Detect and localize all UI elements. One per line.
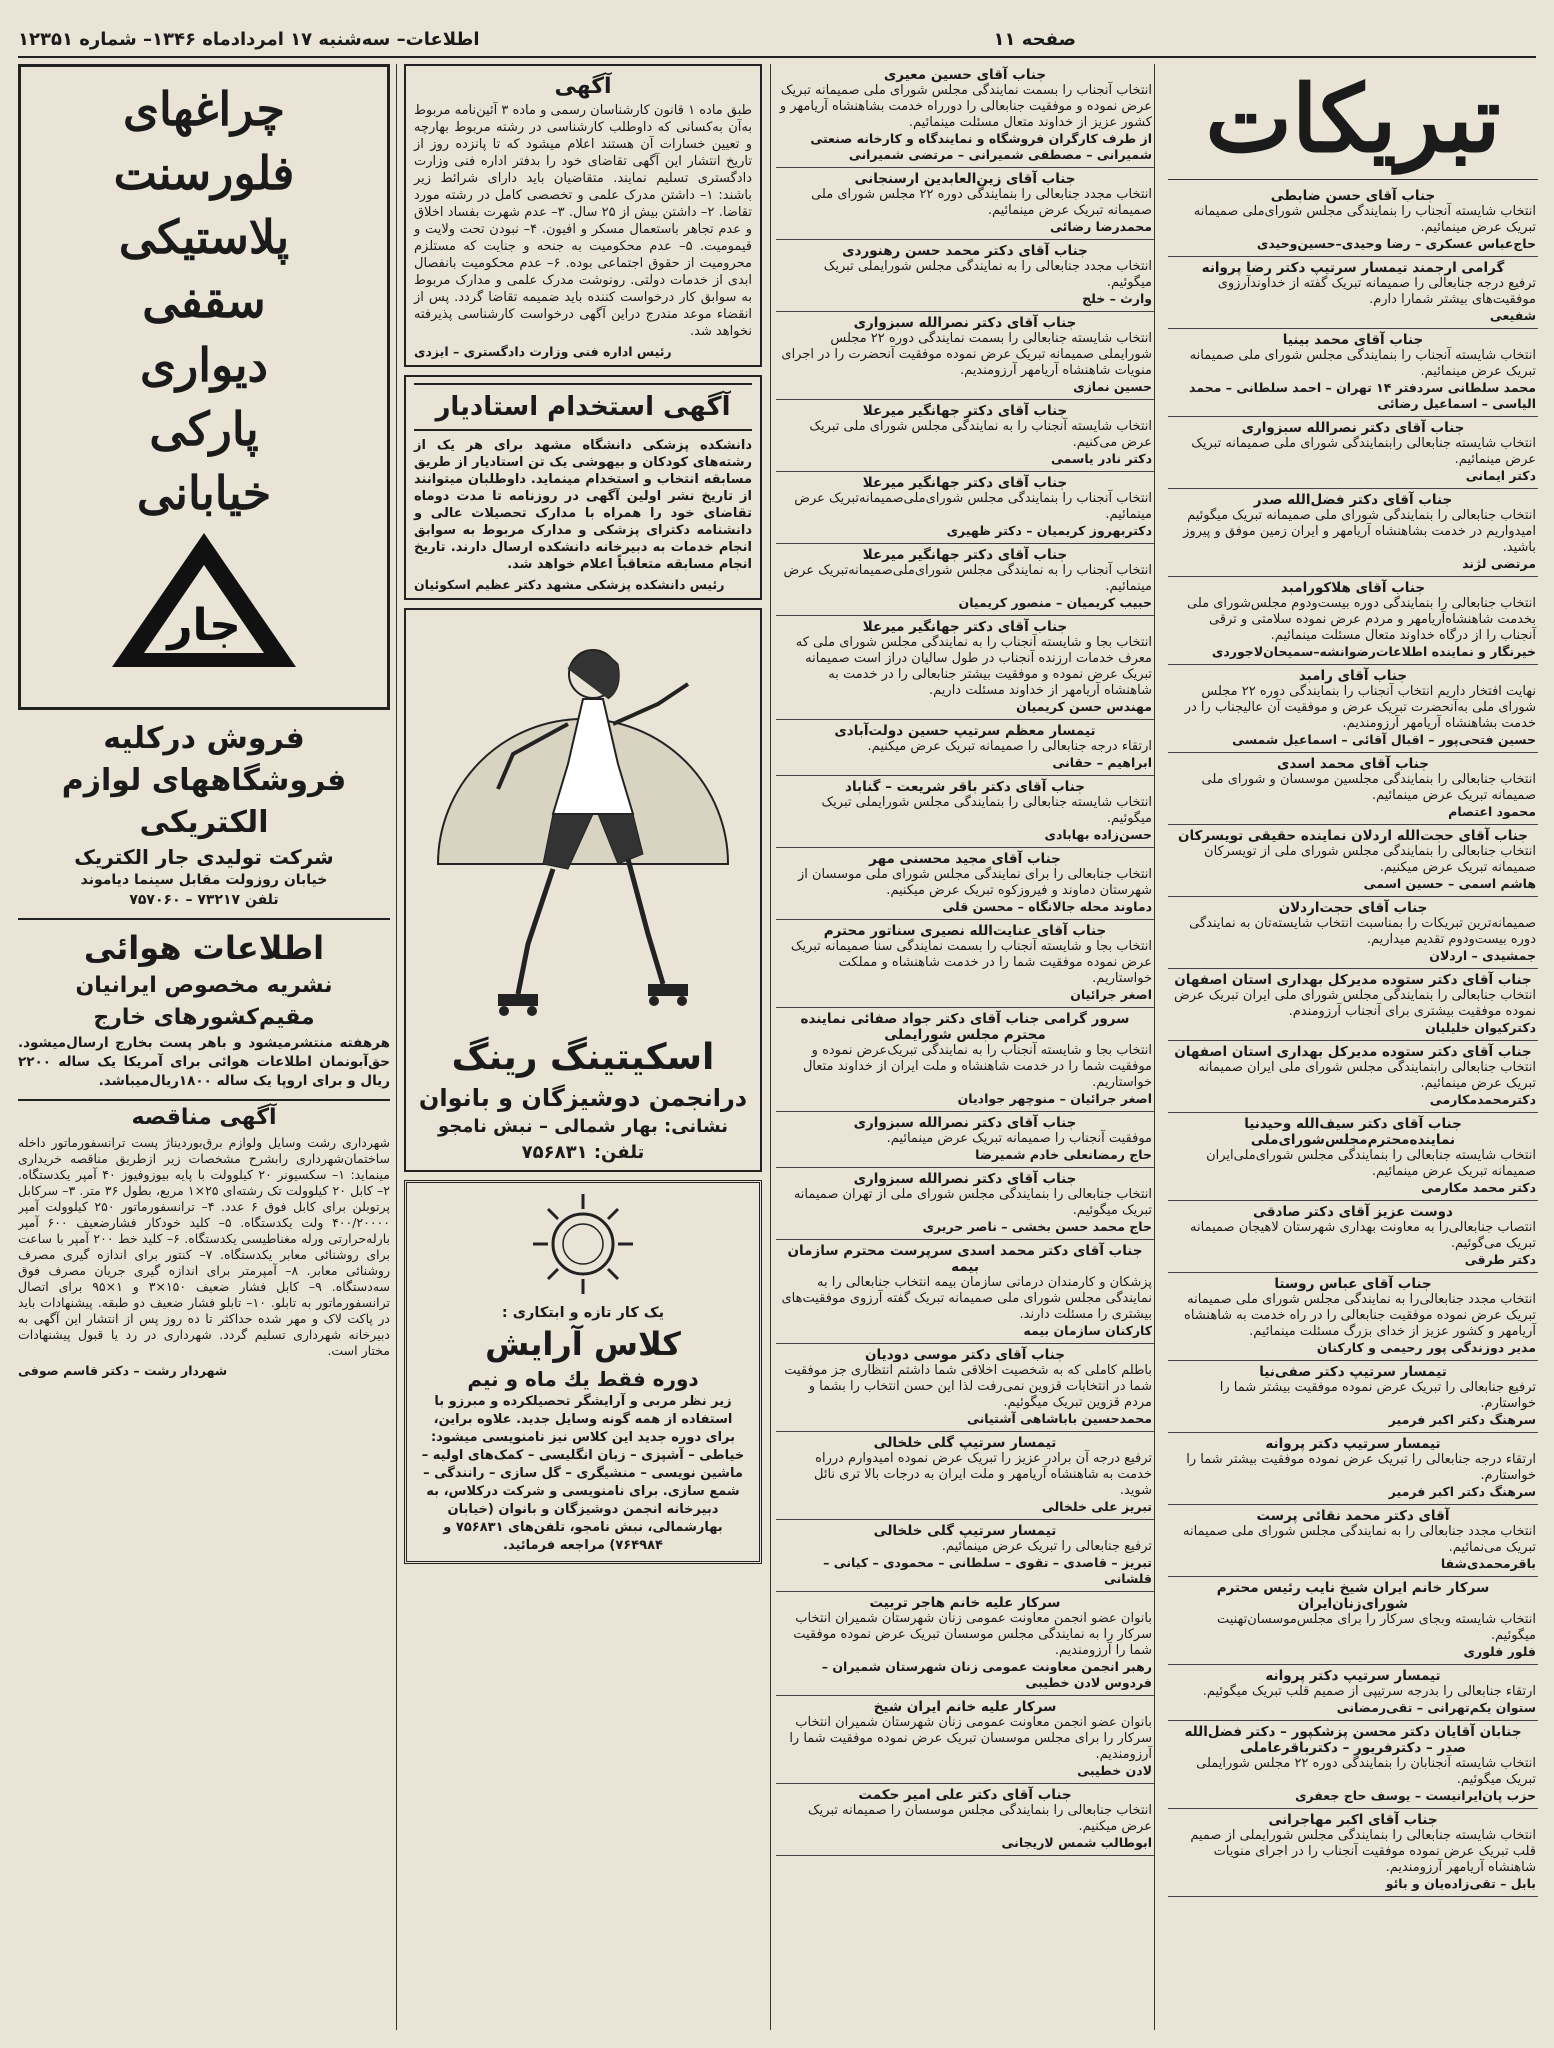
congrats-to: جناب آقای رامبد [1298, 668, 1408, 684]
congrats-item [1168, 257, 1538, 329]
makeup-class-ad [404, 1180, 762, 1564]
congrats-column-2 [776, 64, 1154, 2030]
congrats-body: انتخاب مجدد جنابعالی را به نمایندگی مجلس شورایملی تبریک میگوئیم. [823, 259, 1152, 290]
congrats-item [776, 1240, 1154, 1344]
congrats-from: سرهنگ دکتر اکبر فرمیر [1388, 1412, 1536, 1427]
congrats-from: حزب پان‌ایرانیست – یوسف حاج جعفری [1295, 1788, 1536, 1803]
skating-title: اسکیتینگ رینگ [451, 1037, 715, 1078]
lamp-product-line: دیواری [139, 338, 269, 392]
congrats-from: حاج رمضانعلی خادم شمیرضا [975, 1147, 1152, 1162]
lamp-product-list [31, 77, 377, 525]
congrats-body: بانوان عضو انجمن معاونت عمومی زنان شهرستان شمیران انتخاب سرکار را به نمایندگی مجلس موسسان تبریک عرض نموده موفقیت شما را آرزومندیم. [793, 1611, 1152, 1658]
congrats-to: جناب آقای دکتر نصرالله سبزواری [853, 1171, 1077, 1187]
class-duration: دوره فقط یك ماه و نیم [467, 1367, 699, 1391]
congrats-item [776, 168, 1154, 240]
congrats-body: ترفیع درجه آن برادر عزیز را تبریک عرض نموده امیدوارم درراه خدمت به شاهنشاه آریامهر و ملت ایران به درجات بالا تری نائل شوید. [814, 1451, 1152, 1498]
congrats-from: محمد سلطانی سردفتر ۱۴ تهران – احمد سلطانی – محمد الیاسی – اسماعیل رضائی [1189, 380, 1536, 411]
congrats-to: تیمسار سرتیپ دکتر صفی‌نیا [1259, 1364, 1447, 1380]
column-rule [1154, 64, 1155, 2030]
congrats-body: ارتقاء درجه جنابعالی را تبریک عرض نموده موفقیت بیشتر شما را خواستارم. [1186, 1452, 1536, 1483]
congrats-body: انتخاب بجا و شایسته آنجناب را به نمایندگی تبریک‌عرض نموده و موفقیت شما را در خدمت شاهنشاه و ملت ایران از خداوند متعال خواستاریم. [802, 1043, 1152, 1090]
congrats-to: تیمسار سرتیپ گلی خلخالی [873, 1523, 1057, 1539]
congrats-body: انتخاب شایسته جنابعالی رابنمایندگی شورای ملی صمیمانه تبریک عرض مینمائیم. [1191, 436, 1536, 467]
congrats-item [776, 848, 1154, 920]
congrats-from: حاج محمد حسن بخشی – ناصر حریری [922, 1219, 1152, 1234]
congrats-item [1168, 1809, 1538, 1897]
congrats-from: تبریز علی خلخالی [1041, 1499, 1152, 1514]
congrats-item [1168, 577, 1538, 665]
air-title: اطلاعات هوائی [18, 918, 390, 970]
congrats-item [1168, 825, 1538, 897]
congrats-to: جناب آقای حسن ضابطی [1270, 188, 1436, 204]
class-title: کلاس آرایش [485, 1325, 681, 1363]
congrats-to: جناب آقای دکتر نصرالله سبزواری [853, 1115, 1077, 1131]
tender-sign: شهردار رشت – دکتر قاسم صوفی [18, 1363, 228, 1378]
congrats-to: تیمسار سرتیپ دکتر پروانه [1265, 1436, 1441, 1452]
congrats-item [776, 544, 1154, 616]
congrats-from: خیرنگار و نماینده اطلاعات‌رضوانشه–سمیحان‌لاجوردی [1211, 644, 1536, 659]
congrats-to: جناب آقای دکتر نصرالله سبزواری [853, 315, 1077, 331]
congrats-item [1168, 1201, 1538, 1273]
congrats-to: جناب آقای محمد بینیا [1282, 332, 1424, 348]
recruit-title: آگهی استخدام استادیار [414, 383, 752, 431]
congrats-from: دکتر ایمانی [1465, 468, 1536, 483]
column-rule [770, 64, 771, 2030]
congrats-from: دکتر طرقی [1464, 1252, 1536, 1267]
lamp-product-line: فلورسنت [113, 146, 295, 200]
lamp-product-line: چراغهای [123, 82, 285, 136]
congrats-to: جنابان آقایان دکتر محسن پزشکپور – دکتر فضل‌الله صدر – دکترفریور – دکترباقرعاملی [1184, 1724, 1522, 1756]
congrats-item [1168, 1113, 1538, 1201]
congrats-from: ستوان یکم‌تهرانی – تقی‌رمضانی [1336, 1700, 1536, 1715]
air-sub2: مقیم‌کشورهای خارج [93, 1005, 315, 1030]
congrats-body: انتخاب آنجناب را بسمت نمایندگی مجلس شورای ملی صمیمانه تبریک عرض نموده و موفقیت جنابعالی را دورراه خدمت بشاهنشاه آریامهر و کشور عزیز از خداوند متعال مسئلت مینمائیم. [779, 83, 1152, 130]
congrats-from: باقرمحمدی‌‌شفا [1440, 1556, 1536, 1571]
congrats-item [776, 1784, 1154, 1856]
skating-phone: تلفن: ۷۵۶۸۳۱ [521, 1142, 645, 1163]
congrats-to: جناب آقای دکتر ستوده مدیرکل بهداری استان اصفهان [1174, 1044, 1532, 1060]
congrats-to: جناب آقای هلاکورامبد [1280, 580, 1426, 596]
congrats-from: حسن‌زاده بهابادی [1044, 827, 1152, 842]
congrats-item [1168, 1721, 1538, 1809]
congrats-body: انتخاب جنابعالی را بنمایندگی مجلس موسسان را صمیمانه تبریک عرض میکنیم. [808, 1803, 1152, 1834]
congrats-from: اصغر جرائیان – منوچهر جوادیان [957, 1091, 1152, 1106]
congrats-item [1168, 1577, 1538, 1665]
lamps-phone: تلفن ۷۳۲۱۷ – ۷۵۷۰۶۰ [129, 892, 279, 908]
congrats-item [776, 1592, 1154, 1696]
column-rule [396, 64, 397, 2030]
congrats-body: انتخاب شایسته آنجناب را بنمایندگی مجلس شورای ملی صمیمانه تبریک عرض مینمائیم. [1189, 348, 1536, 379]
jar-logo-text: جار [167, 600, 241, 651]
congrats-item [1168, 753, 1538, 825]
congrats-body: انتخاب جنابعالی را بنمایندگی مجلس شورای ملی ایران تبریک عرض نموده موفقیت بیشتری برای آنجناب آرزومندم. [1174, 988, 1536, 1019]
congrats-body: انتخاب جنابعالی را بنمایندگی مجلس شورای ملی از تویسرکان صمیمانه تبریک عرض میکنیم. [1204, 844, 1536, 875]
lamp-product-line: سقفی [142, 274, 266, 328]
congrats-item [1168, 1665, 1538, 1721]
congrats-body: انتخاب شایسته آنجنابان را بنمایندگی دوره ۲۲ مجلس شورایملی تبریک میگوئیم. [1196, 1756, 1536, 1787]
congrats-item [1168, 185, 1538, 257]
lamp-product-line: خیابانی [136, 466, 272, 520]
congrats-body: موفقیت آنجناب را صمیمانه تبریک عرض مینمائیم. [886, 1131, 1152, 1146]
congrats-to: جناب آقای دکتر نصرالله سبزواری [1241, 420, 1465, 436]
congrats-from: شفیعی [1489, 308, 1536, 323]
congrats-from: دکترکیوان خلیلیان [1425, 1020, 1536, 1035]
congrats-item [1168, 1273, 1538, 1361]
congrats-item [776, 1112, 1154, 1168]
congrats-from: تبریز – قاصدی – تقوی – سلطانی – محمودی – کیانی – قلشانی [823, 1555, 1152, 1586]
congrats-to: سرکار علیه خانم ایران شیخ [873, 1699, 1057, 1715]
congrats-list-2 [776, 64, 1154, 1856]
congrats-item [776, 776, 1154, 848]
congrats-from: لادن خطیبی [1077, 1763, 1152, 1778]
tender-text: شهرداری رشت وسایل ولوازم برق‌بوردیناژ پست ترانسفورماتور داخله ساختمان‌شهرداری رابشرح مشخصات زیر ازطریق مناقصه خریداری مینماید: ۱– سکسیونر ۲۰ کیلوولت با پایه بیوزوفیوز ۴۰ آمپر یکدستگاه. ۲– کابل ۲۰ کیلوولت تک رشته‌ای ۲۵×۱ مربع، بطول ۳۶ متر. ۳– سرکابل پرتوبلن برای کابل فوق ۶ عدد. ۴– ترانسفورماتور ۲۵۰ کیلوولت آمپر ۴۰۰/۲۰۰۰۰ ولت یکدستگاه. ۵– کلید خودکار فشارضعیف ۶۰۰ آمپر بارله‌حرارتی ورله مغناطیسی یکدستگاه. ۶– کلید خط ۲۰۰ آمپر با ساعت برای روشنائی معابر یکدستگاه. ۷– کنتور برای اندازه گیری مصرف روشنائی معابر. ۸– آمپرمتر برای اندازه گیری جریان مصرف فوق سه‌دستگاه. ۹– کابل فشار ضعیف ۱۵۰×۳ و ۱×۹۵ برای اتصال ترانسفورماتور به تابلو. ۱۰– تابلو فشار ضعیف دو طبقه. پیشنهادات باید در پاکت لاک و مهر شده حداکثر تا ده روز پس از انتشار این آگهی به دبیرخانه شهرداری تسلیم گردد. شهرداری در رد یا قبول پیشنهادات مختار است. [18, 1135, 390, 1358]
congrats-body: صمیمانه‌ترین تبریکات را بمناسبت انتخاب شایسته‌تان به نمایندگی دوره بیست‌ودوم تقدیم میداریم. [1189, 916, 1536, 947]
congrats-from: اصغر جرائیان [1070, 987, 1152, 1002]
congrats-body: انتخاب آنجناب را بنمایندگی مجلس شورای‌ملی‌صمیمانه‌تبریک عرض مینمائیم. [794, 491, 1152, 522]
congrats-item [776, 616, 1154, 720]
lamp-product-line: پارکی [149, 402, 259, 456]
congrats-to: دوست عزیز آقای دکتر صادقی [1253, 1204, 1453, 1220]
congrats-item [1168, 969, 1538, 1041]
ads-column [404, 64, 762, 2030]
congrats-to: جناب آقای حسین معیری [883, 67, 1047, 83]
congrats-item [776, 1696, 1154, 1784]
lamps-ad [18, 64, 390, 710]
congrats-from: مدیر دوزندگی پور رحیمی و کارکنان [1316, 1340, 1536, 1355]
congrats-from: دماوند محله جالانگاه – محسن قلی [942, 899, 1152, 914]
congrats-item [776, 312, 1154, 400]
congrats-item [1168, 1433, 1538, 1505]
congrats-to: جناب آقای دکتر سیف‌الله وحیدنیا نماینده‌محترم‌مجلس‌شورای‌ملی [1244, 1116, 1462, 1148]
congrats-body: انتخاب مجدد جنابعالی را بنمایندگی دوره ۲۲ مجلس شورای ملی صمیمانه تبریک عرض مینمائیم. [811, 187, 1152, 218]
congrats-list [1168, 185, 1538, 1897]
congrats-to: جناب آقای دکتر محمد اسدی سرپرست محترم سازمان بیمه [787, 1243, 1143, 1275]
congrats-body: انتخاب شایسته جنابعالی را بنمایندگی مجلس شورای‌ملی‌ایران صمیمانه تبریک عرض مینمائیم. [1206, 1148, 1536, 1179]
congrats-body: انتخاب جنابعالی را بنمایندگی مجلس شورای ملی از تهران صمیمانه تبریک میگوئیم. [793, 1187, 1152, 1218]
congrats-from: ابراهیم – حقانی [1052, 755, 1152, 770]
congrats-body: انتصاب جنابعالی‌را به معاونت بهداری شهرستان لاهیجان صمیمانه تبریک می‌گوئیم. [1190, 1220, 1536, 1251]
congrats-to: سرکار علیه خانم هاجر تربیت [869, 1595, 1061, 1611]
congrats-body: انتخاب جنابعالی را بنمایندگی مجلسین موسسان و شورای ملی صمیمانه تبریک عرض مینمائیم. [1201, 772, 1536, 803]
congrats-to: جناب آقای دکتر جهانگیر میرعلا [862, 403, 1068, 419]
congrats-from: ابوطالب شمس لاریجانی [1001, 1835, 1152, 1850]
congrats-to: جناب آقای دکتر محمد حسن رهنوردی [842, 243, 1088, 259]
emblem-icon [528, 1189, 638, 1299]
congrats-from: محمدحسین باباشاهی آشتیانی [966, 1411, 1152, 1426]
notice-title: آگهی [554, 74, 612, 99]
congrats-body: انتخاب مجدد جنابعالی‌را به نمایندگی مجلس شورای ملی صمیمانه تبریک عرض نموده موفقیت جنابعالی را در راه خدمت به شاهنشاه آریامهر و کشور عزیز از خدای بزرگ مسئلت مینمائیم. [1184, 1292, 1536, 1339]
lamps-sale: فروش درکلیه فروشگاههای لوازم الکتریکی [61, 721, 347, 840]
congrats-to: جناب آقای دکتر موسی دودیان [865, 1347, 1065, 1363]
congrats-item [1168, 329, 1538, 417]
congrats-item [776, 400, 1154, 472]
congrats-item [776, 720, 1154, 776]
congrats-from: دکتربهروز کریمیان – دکتر ظهیری [946, 523, 1152, 538]
skating-subtitle: درانجمن دوشیزگان و بانوان [418, 1084, 748, 1112]
congrats-body: انتخاب شایسته آنجناب را به نمایندگی مجلس شورای ملی تبریک عرض می‌کنیم. [809, 419, 1152, 450]
skating-address: نشانی: بهار شمالی – نبش نامجو [437, 1116, 729, 1137]
congrats-to: جناب آقای دکتر باقر شریعت – گناباد [845, 779, 1085, 795]
congrats-to: جناب آقای دکتر جهانگیر میرعلا [862, 619, 1068, 635]
congrats-from: مرتضی لژند [1462, 556, 1536, 571]
congrats-body: انتخاب شایسته جنابعالی را بسمت نمایندگی دوره ۲۲ مجلس شورایملی صمیمانه تبریک عرض نموده موفقیت آنحضرت را در اجرای منویات شاهنشاه آریامهر آرزومندیم. [781, 331, 1152, 378]
congrats-item [776, 240, 1154, 312]
congrats-from: دکتر محمد مکارمی [1421, 1180, 1536, 1195]
congrats-to: جناب آقای دکتر جهانگیر میرعلا [862, 547, 1068, 563]
lamps-address: خیابان روزولت مقابل سینما دیاموند [80, 872, 328, 888]
congrats-item [1168, 1505, 1538, 1577]
congrats-to: جناب آقای حجت‌اردلان [1278, 900, 1428, 916]
congrats-body: انتخاب شایسته آنجناب را بنمایندگی مجلس شورای‌ملی صمیمانه تبریک عرض مینمائیم. [1193, 204, 1536, 235]
congrats-body: انتخاب جنابعالی را برای نمایندگی مجلس شورای ملی موسسان از شهرستان دماوند و فیروزکوه تبریک عرض میکنیم. [797, 867, 1152, 898]
congrats-item [1168, 417, 1538, 489]
congrats-from: حبیب کریمیان – منصور کریمیان [958, 595, 1152, 610]
congrats-body: انتخاب جنابعالی را بنمایندگی دوره بیست‌ودوم مجلس‌شورای ملی بخدمت شاهنشاه‌آریامهر و مردم عرض نموده سلامتی و ترقی آنجناب را از درگاه خداوند متعال مسئلت مینمائیم. [1187, 596, 1536, 643]
congrats-item [1168, 665, 1538, 753]
congrats-to: جناب آقای دکتر جهانگیر میرعلا [862, 475, 1068, 491]
recruit-sign: رئیس دانشکده پزشکی مشهد دکتر عظیم اسکوئیان [414, 577, 725, 592]
congrats-body: ارتقاء جنابعالی را بدرجه سرتیپی از صمیم قلب تبریک میگوئیم. [1202, 1684, 1536, 1699]
congrats-column [1168, 64, 1538, 2030]
page-number: صفحه ۱۱ [993, 28, 1076, 50]
congrats-item [776, 1168, 1154, 1240]
congrats-from: دکتر نادر یاسمی [1051, 451, 1152, 466]
congrats-to: جناب آقای دکتر فضل‌الله صدر [1253, 492, 1453, 508]
issue-line: اطلاعات– سه‌شنبه ۱۷ امرداد‌ماه ۱۳۴۶– شماره ۱۲۳۵۱ [18, 28, 480, 50]
congrats-item [1168, 1041, 1538, 1113]
congrats-item [776, 472, 1154, 544]
congrats-to: سرکار خانم ایران شیخ نایب رئیس محترم شورای‌زنان‌ایران [1216, 1580, 1490, 1612]
air-text: هرهفته منتشرمیشود و باهر پست بخارج ارسال‌میشود. حق‌آبونمان اطلاعات هوائی برای آمریکا یک ساله ۲۲۰۰ ریال و برای اروپا یک ساله ۱۸۰۰ریال‌میباشد. [18, 1035, 390, 1089]
congrats-body: انتخاب شایسته وبجای سرکار را برای مجلس‌موسسان‌تهنیت میگوئیم. [1216, 1612, 1536, 1643]
congrats-to: تیمسار سرتیپ گلی خلخالی [873, 1435, 1057, 1451]
congrats-body: ترفیع جنابعالی را تبریک عرض نموده موفقیت بیشتر شما را خواستارم. [1219, 1380, 1536, 1411]
congrats-body: انتخاب بجا و شایسته آنجناب را به نمایندگی مجلس شورای ملی که معرف خدمات ارزنده آنجناب در طول سالیان دراز است صمیمانه تبریک عرض نموده و موفقیت بیشتر جنابعالی را در خدمت به شاهنشاه آریامهر از خداوند مسئلت داریم. [795, 635, 1152, 698]
congrats-from: حسین نمازی [1073, 379, 1152, 394]
congrats-to: تیمسار سرتیپ دکتر پروانه [1265, 1668, 1441, 1684]
congrats-item [776, 1432, 1154, 1520]
congrats-body: پزشکان و کارمندان درمانی سازمان بیمه انتخاب جنابعالی را به نمایندگی مجلس شورای ملی صمیمانه تبریک گفته آرزوی موفقیت‌های بیشتری را مسئلت دارند. [781, 1275, 1152, 1322]
skating-ad [404, 608, 762, 1172]
congrats-to: جناب آقای دکتر ستوده مدیرکل بهداری استان اصفهان [1174, 972, 1532, 988]
congrats-item [776, 1520, 1154, 1592]
congrats-from: از طرف کارگران فروشگاه و نمایندگاه و کارخانه صنعتی شمیرانی – مصطفی شمیرانی – مرتضی شمیرانی [810, 131, 1152, 162]
recruit-body: دانشکده پزشکی دانشگاه مشهد برای هر یک از رشته‌های کودکان و بیهوشی یک تن استادیار از طریق مسابقه انتخاب و استخدام مینماید. داوطلبان میتوانند از تاریخ نشر اولین آگهی در روزنامه تا مدت دوماه تقاضای خود را همراه با مدارک تحصیلات عالی و دانشنامه دکترای پزشکی و مدارک مربوط به سوابق انجام خدمات به دبیرخانه دانشکده ارسال دارند. تاریخ انجام مسابقه متعاقباً اعلام خواهد شد. [414, 438, 752, 572]
congrats-from: کارکنان سازمان بیمه [1023, 1323, 1152, 1338]
congrats-body: انتخاب آنجناب را به نمایندگی مجلس شورای‌ملی‌صمیمانه‌تبریک عرض مینمائیم. [783, 563, 1152, 594]
congrats-item [776, 1344, 1154, 1432]
congrats-to: آقای دکتر محمد نقائی پرست [1256, 1508, 1450, 1524]
congrats-from: دکترمحمدمکارمی [1429, 1092, 1536, 1107]
page-header [18, 22, 1536, 58]
congrats-masthead: تبریکات [1205, 65, 1501, 173]
congrats-body: انتخاب شایسته جنابعالی را بنمایندگی مجلس شورایملی تبریک میگوئیم. [821, 795, 1152, 826]
notice-sign: رئیس اداره فنی وزارت دادگستری – ایزدی [414, 344, 672, 359]
congrats-from: بابل – تقی‌زاده‌یان و بائو [1385, 1876, 1536, 1891]
congrats-to: جناب آقای اکبر مهاجرانی [1268, 1812, 1438, 1828]
congrats-item [1168, 1361, 1538, 1433]
air-sub1: نشریه مخصوص ایرانیان [75, 973, 333, 998]
congrats-to: جناب آقای حجت‌الله اردلان نماینده حقیقی تویسرکان [1177, 828, 1529, 844]
congrats-from: رهبر انجمن معاونت عمومی زنان شهرستان شمیران – فردوس لادن خطیبی [821, 1659, 1152, 1690]
congrats-body: ارتقاء درجه جنابعالی را صمیمانه تبریک عرض میکنیم. [867, 739, 1152, 754]
congrats-from: حاج‌عباس عسکری – رضا وحیدی‌–حسین‌وحیدی [1256, 236, 1536, 251]
congrats-to: جناب آقای مجید محسنی مهر [869, 851, 1061, 867]
congrats-item [776, 64, 1154, 168]
congrats-from: جمشیدی – اردلان [1429, 948, 1536, 963]
congrats-to: جناب آقای زین‌العابدین ارسنجانی [854, 171, 1076, 187]
congrats-body: انتخاب شایسته جنابعالی را بنمایندگی مجلس شورایملی از صمیم قلب تبریک عرض نموده موفقیت آنجناب را در اجرای منویات شاهنشاه آریامهر آرزومندیم. [1190, 1828, 1536, 1875]
congrats-body: باطلم کاملی که به شخصیت اخلاقی شما داشتم انتظاری جز موفقیت شما در انتخابات قزوین نمی‌رفت لذا این حسن انتخاب را بشما و مردم قزوین تبریک میگوئیم. [784, 1363, 1152, 1410]
congrats-item [1168, 489, 1538, 577]
skater-illustration [418, 614, 748, 1034]
left-column [18, 64, 390, 2030]
congrats-from: حسین فتحی‌پور – اقبال آقائی – اسماعیل شمسی [1232, 732, 1536, 747]
congrats-body: انتخاب بجا و شایسته آنجناب را بسمت نمایندگی سنا صمیمانه تبریک عرض نموده موفقیت شما را در خدمت شاهنشاه و مملکت خواستاریم. [790, 939, 1152, 986]
congrats-body: ترفیع درجه جنابعالی را صمیمانه تبریک گفته از خداوند‌آرزوی موفقیت‌های بیشتر شمارا دارم. [1217, 276, 1536, 307]
congrats-from: مهندس حسن کریمیان [1016, 699, 1152, 714]
congrats-from: فلور فلوری [1463, 1644, 1536, 1659]
congrats-body: نهایت افتخار داریم انتخاب آنجناب را بنمایندگی دوره ۲۲ مجلس شورای ملی به‌آنحضرت تبریک عرض و موفقیت آن عالیجناب را در خدمت بشاهنشاه آریامهر آرزومندیم. [1184, 684, 1536, 731]
congrats-to: گرامی ارجمند تیمسار سرتیپ دکتر رضا پروانه [1201, 260, 1505, 276]
congrats-body: انتخاب جنابعالی را بنمایندگی شورای ملی صمیمانه تبریک میگوئیم امیدواریم در خدمت بشاهنشاه آریامهر و ایران زمین موفق و پیروز باشید. [1183, 508, 1536, 555]
congrats-to: جناب آقای محمد اسدی [1277, 756, 1429, 772]
congrats-body: انتخاب مجدد جنابعالی را به نمایندگی مجلس شورای ملی صمیمانه تبریک می‌نمائیم. [1183, 1524, 1536, 1555]
class-intro: یک کار تازه و ابتکاری : [501, 1305, 665, 1321]
lamp-product-line: پلاستیکی [118, 210, 290, 264]
congrats-to: جناب آقای عباس روستا [1274, 1276, 1432, 1292]
recruit-ad [404, 375, 762, 600]
congrats-from: محمدرضا رضائی [1050, 219, 1152, 234]
congrats-item [776, 920, 1154, 1008]
congrats-body: انتخاب جنابعالی رابنمایندگی مجلس شورای ملی ایران صمیمانه تبریک عرض مینمائیم. [1198, 1060, 1536, 1091]
congrats-body: بانوان عضو انجمن معاونت عمومی زنان شهرستان شمیران انتخاب سرکار را برای مجلس موسسان تبریک عرض نموده موفقیت شما را آرزومندیم. [789, 1715, 1152, 1762]
notice-ad [404, 64, 762, 367]
congrats-item [1168, 897, 1538, 969]
congrats-to: تیمسار معظم سرتیپ حسین دولت‌آبادی [834, 723, 1096, 739]
tender-title: آگهی مناقصه [18, 1099, 390, 1135]
congrats-from: وارث – خلج [1082, 291, 1152, 306]
congrats-to: سرور گرامی جناب آقای دکتر جواد صفائی نماینده محترم مجلس شورایملی [800, 1011, 1130, 1043]
lamps-company: شرکت تولیدی جار الکتریک [74, 845, 334, 869]
class-text: زیر نظر مربی و آرایشگر تحصیلکرده و مبرزو با استفاده از همه گونه وسایل جدید. علاوه براین، برای دوره جدید این کلاس نیز نامنویسی میشود: خیاطی – آشپزی – زبان انگلیسی – کمک‌های اولیه – ماشین نویسی – منشیگری – گل سازی – رانندگی – شمع سازی. برای نامنویسی و شرکت درکلاس، به دبیرخانه انجمن دوشیزگان و بانوان (خیابان بهارشمالی، نبش نامجو، تلفن‌های ۷۵۶۸۳۱ و ۷۶۴۹۸۴) مراجعه فرمائید. [421, 1394, 745, 1553]
congrats-from: هاشم اسمی – حسین اسمی [1363, 876, 1536, 891]
congrats-body: ترفیع جنابعالی را تبریک عرض مینمائیم. [941, 1539, 1152, 1554]
congrats-to: جناب آقای دکتر علی امیر حکمت [858, 1787, 1072, 1803]
congrats-from: سرهنگ دکتر اکبر فرمیر [1388, 1484, 1536, 1499]
notice-body: طبق ماده ۱ قانون کارشناسان رسمی و ماده ۳ آئین‌نامه مربوط به‌آن به‌کسانی که داوطلب کارشناسی در رشته مربوط بهارچه و تعیین خسارات آن هستند اعلام میشود که تا پانزده روز از تاریخ انتشار این آگهی تقاضای خود را بدفتر اداره فنی وزارت دادگستری تسلیم نمایند. متقاضیان باید دارای شرائط زیر باشند: ۱– داشتن مدرک علمی و تخصصی کامل در رشته مورد تقاضا. ۲– داشتن بیش از ۲۵ سال. ۳– عدم شهرت بفساد اخلاق و عدم تجاهر باستعمال مسکر و افیون. ۴– نبودن تحت ولایت و قیمومیت. ۵– عدم محکومیت به جنحه و جنایت که مستلزم محرومیت از حقوق اجتماعی بوده. ۶– عدم محکومیت بانفصال ابدی از خدمات دولتی. رونوشت مدرک علمی و مدارک مربوط به سوابق کار درخواست کننده باید ضمیمه تقاضا گردد. پس از انقضاء موعد مندرج دراین آگهی درخواست کارشناسی پذیرفته نخواهد شد. [414, 103, 753, 339]
congrats-item [776, 1008, 1154, 1112]
congrats-from: محمود اعتصام [1448, 804, 1536, 819]
jar-logo [104, 525, 304, 675]
congrats-to: جناب آقای عنایت‌الله نصیری سناتور محترم [823, 923, 1107, 939]
